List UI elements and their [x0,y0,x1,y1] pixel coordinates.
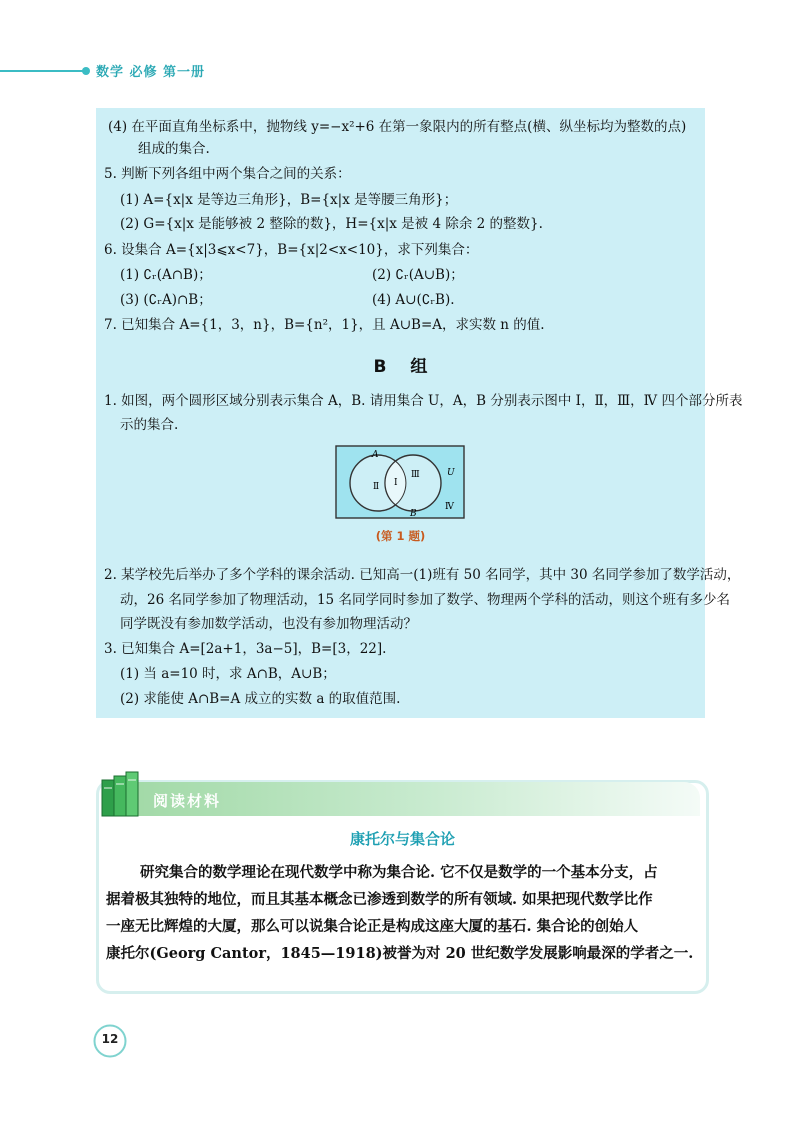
region-1-label: Ⅰ [394,478,398,488]
reading-paragraph-line: 研究集合的数学理论在现代数学中称为集合论. 它不仅是数学的一个基本分支，占 [140,864,658,881]
region-3-label: Ⅲ [411,470,420,480]
exercise-line: (2) ∁ᵣ(A∪B)； [372,267,464,283]
region-2-label: Ⅱ [373,482,380,492]
figure-caption: (第 1 题) [375,529,426,543]
exercise-line: 1. 如图，两个圆形区域分别表示集合 A，B. 请用集合 U，A，B 分别表示图中 Ⅰ，Ⅱ，Ⅲ，Ⅳ 四个部分所表 [104,393,743,409]
header-title: 数学 必修 第一册 [96,65,206,80]
exercise-line: 示的集合. [120,417,179,433]
exercise-line: (2) G={x|x 是能够被 2 整除的数}，H={x|x 是被 4 除余 2 的整数}. [120,216,543,232]
group-b-heading: B 组 [373,357,428,377]
exercise-line: 2. 某学校先后举办了多个学科的课余活动. 已知高一(1)班有 50 名同学，其中 30 名同学参加了数学活动， [104,567,741,583]
label-a: A [372,450,379,460]
label-b: B [410,509,417,519]
venn-diagram [335,445,465,519]
exercise-line: 3. 已知集合 A=[2a+1，3a−5]，B=[3，22]. [104,641,387,657]
exercise-line: (3) (∁ᵣA)∩B； [120,292,212,308]
exercise-line: (4) 在平面直角坐标系中，抛物线 y=−x²+6 在第一象限内的所有整点(横、纵坐标均为整数的点) [108,119,687,135]
exercise-line: 动，26 名同学参加了物理活动，15 名同学同时参加了数学、物理两个学科的活动，则这个班有多少名 [120,592,730,608]
reading-title: 康托尔与集合论 [349,830,455,848]
reading-paragraph-line: 据着极其独特的地位，而且其基本概念已渗透到数学的所有领域. 如果把现代数学比作 [106,891,653,908]
region-4-label: Ⅳ [445,502,454,512]
exercise-panel [96,108,743,718]
exercise-line: (1) ∁ᵣ(A∩B)； [120,267,212,283]
exercise-line: (4) A∪(∁ᵣB). [372,292,455,308]
header-rule [0,70,84,72]
reading-paragraph-line: 康托尔(Georg Cantor，1845—1918)被誉为对 20 世纪数学发展影响最深的学者之一. [106,945,694,962]
page-number: 12 [101,1032,119,1046]
exercise-line: (1) 当 a=10 时，求 A∩B，A∪B； [120,666,336,682]
label-u: U [447,468,455,478]
exercise-line: 6. 设集合 A={x|3⩽x<7}，B={x|2<x<10}，求下列集合： [104,242,479,258]
header-dot [82,67,90,75]
running-header [0,60,800,84]
exercise-line: 7. 已知集合 A={1，3，n}，B={n²，1}，且 A∪B=A，求实数 n 的值. [104,317,545,333]
exercise-line: (1) A={x|x 是等边三角形}，B={x|x 是等腰三角形}； [120,192,458,208]
exercise-line: 组成的集合. [138,141,210,157]
reading-paragraph-line: 一座无比辉煌的大厦，那么可以说集合论正是构成这座大厦的基石. 集合论的创始人 [106,918,639,935]
books-icon [100,770,146,818]
exercise-line: 同学既没有参加数学活动，也没有参加物理活动？ [120,616,417,632]
reading-material-label: 阅读材料 [153,792,222,810]
exercise-line: (2) 求能使 A∩B=A 成立的实数 a 的取值范围. [120,691,401,707]
exercise-line: 5. 判断下列各组中两个集合之间的关系： [104,166,351,182]
